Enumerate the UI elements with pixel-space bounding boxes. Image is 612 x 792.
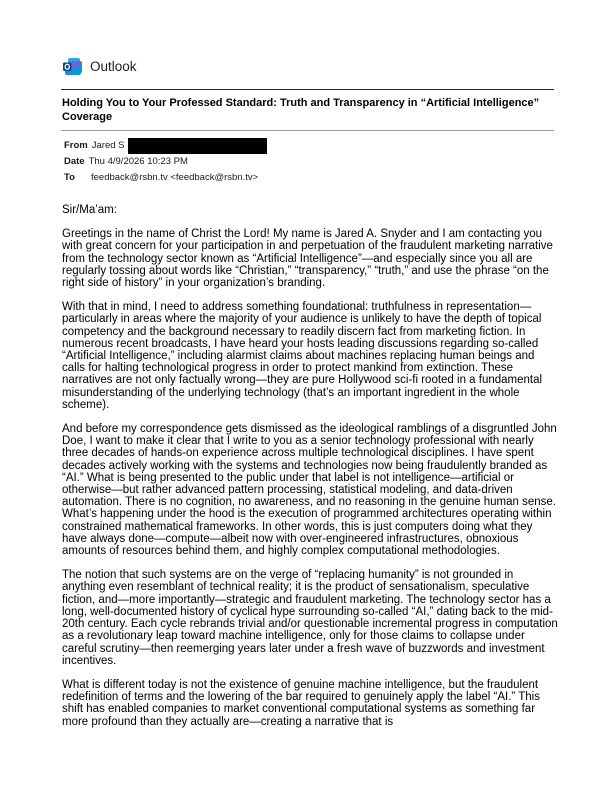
subject-divider [61,130,554,131]
redaction-bar [128,138,267,154]
from-row [64,138,267,154]
email-meta [64,138,267,186]
date-row [64,154,267,170]
to-label: To [64,172,75,183]
email-body [62,204,558,740]
from-label: From [64,140,88,151]
app-header [62,54,137,78]
email-subject: Holding You to Your Professed Standard: Truth and Transparency in “Artificial Intelligence” Coverage [62,97,540,123]
body-paragraph: And before my correspondence gets dismissed as the ideological ramblings of a disgruntled John Doe, I want to make it clear that I write to you as a senior technology professional with nearly three decades of hands-on experience across multiple technological disciplines. I have spent decades actively working with the systems and technologies now being fraudulently branded as “AI.” What is being presented to the public under that label is not intelligence—artificial or otherwise—but rather advanced pattern processing, statistical modeling, and data-driven automation. There is no cognition, no awareness, and no reasoning in the genuine human sense. What’s happening under the hood is the execution of programmed architectures operating within constrained mathematical frameworks. In other words, this is just computers doing what they have always done—compute—albeit now with over-engineered infrastructures, obnoxious amounts of resources behind them, and highly complex computational methodologies. [62,423,557,558]
outlook-logo-icon [62,56,82,76]
body-paragraph: Greetings in the name of Christ the Lord! My name is Jared A. Snyder and I am contacting you with great concern for your participation in and perpetuation of the fraudulent marketing narrative from the technology sector known as “Artificial Intelligence”—and especially since you all are regularly tossing about words like “Christian,” “transparency,” “truth,” and use the phrase “on the right side of history” in your organization’s branding. [62,228,553,290]
date-label: Date [64,156,85,167]
body-paragraph: What is different today is not the existence of genuine machine intelligence, but the fraudulent redefinition of terms and the lowering of the bar required to genuinely apply the label “AI.” This shift has enabled companies to market conventional computational systems as something far more profound than they actually are—creating a narrative that is [62,678,540,728]
to-row [64,170,267,186]
app-name: Outlook [90,58,137,74]
salutation: Sir/Ma’am: [62,204,117,216]
to-value[interactable]: feedback@rsbn.tv <feedback@rsbn.tv> [91,172,259,183]
date-value: Thu 4/9/2026 10:23 PM [88,156,188,167]
header-divider [61,89,554,90]
from-value[interactable]: Jared S [91,140,125,151]
body-paragraph: The notion that such systems are on the verge of “replacing humanity” is not grounded in anything even resemblant of technical reality; it is the product of sensationalism, speculative fiction, and—more importantly—strategic and fraudulent marketing. The technology sector has a long, well-documented history of cyclical hype surrounding so-called “AI,” dating back to the mid-20th century. Each cycle rebrands trivial and/or questionable incremental progress in computation as a revolutionary leap toward machine intelligence, only for those claims to collapse under careful scrutiny—then reemerging years later under a fresh wave of buzzwords and investment incentives. [62,569,558,667]
body-paragraph: With that in mind, I need to address something foundational: truthfulness in representation—particularly in areas where the majority of your audience is unlikely to have the depth of topical competency and the background necessary to readily discern fact from marketing fiction. In numerous recent broadcasts, I have heard your hosts leading discussions regarding so-called “Artificial Intelligence,” including alarmist claims about machines replacing human beings and calls for halting technological progress in order to protect mankind from extinction. These narratives are not only factually wrong—they are pure Hollywood sci-fi rooted in a fundamental misunderstanding of the underlying technology (that’s an important ingredient in the whole scheme). [62,301,543,411]
